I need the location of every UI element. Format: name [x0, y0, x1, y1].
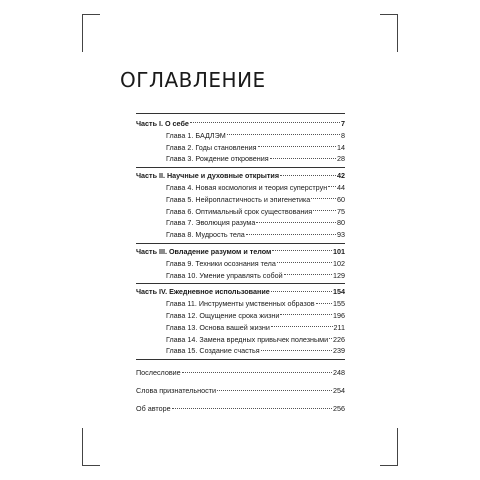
- toc-page-number: 42: [337, 171, 345, 181]
- leader-dots: [329, 337, 332, 339]
- page-title: ОГЛАВЛЕНИЕ: [120, 68, 266, 92]
- toc-page-number: 8: [341, 130, 345, 140]
- leader-dots: [271, 325, 333, 327]
- leader-dots: [172, 407, 332, 409]
- leader-dots: [217, 389, 332, 391]
- toc-chapter-label: Глава 15. Создание счастья: [166, 346, 260, 356]
- crop-mark: [397, 14, 398, 52]
- table-of-contents: [136, 118, 345, 418]
- toc-back-matter-item[interactable]: [136, 364, 345, 382]
- toc-page-number: 93: [337, 230, 345, 240]
- toc-part-label: Часть IV. Ежедневное использование: [136, 287, 270, 297]
- leader-dots: [313, 209, 336, 211]
- toc-chapter[interactable]: [136, 182, 345, 194]
- divider: [136, 113, 345, 114]
- leader-dots: [280, 174, 336, 176]
- toc-part[interactable]: [136, 118, 345, 130]
- toc-page-number: 239: [333, 346, 345, 356]
- leader-dots: [284, 273, 332, 275]
- toc-chapter[interactable]: [136, 334, 345, 346]
- crop-mark: [397, 428, 398, 466]
- toc-chapter[interactable]: [136, 194, 345, 206]
- toc-chapter[interactable]: [136, 258, 345, 270]
- toc-chapter-label: Глава 11. Инструменты умственных образов: [166, 299, 315, 309]
- toc-page-number: 7: [341, 119, 345, 128]
- toc-chapter-label: Глава 8. Мудрость тела: [166, 230, 245, 240]
- toc-chapter-label: Глава 9. Техники осознания тела: [166, 258, 276, 268]
- toc-chapter-label: Глава 4. Новая космология и теория суперструн: [166, 182, 328, 192]
- toc-page-number: 75: [337, 206, 345, 216]
- toc-chapter-label: Глава 10. Умение управлять собой: [166, 270, 283, 280]
- toc-chapter-label: Глава 3. Рождение откровения: [166, 154, 269, 164]
- toc-page-number: 254: [333, 386, 345, 396]
- toc-chapter-label: Глава 14. Замена вредных привычек полезными: [166, 334, 329, 344]
- leader-dots: [258, 145, 337, 147]
- toc-back-matter-item[interactable]: [136, 400, 345, 418]
- toc-chapter-label: Глава 2. Годы становления: [166, 142, 257, 152]
- toc-chapter-label: Глава 5. Нейропластичность и эпигенетика: [166, 194, 311, 204]
- toc-chapter[interactable]: [136, 322, 345, 334]
- leader-dots: [270, 157, 336, 159]
- leader-dots: [182, 371, 332, 373]
- toc-chapter[interactable]: [136, 229, 345, 241]
- crop-mark: [82, 428, 83, 466]
- toc-part-label: Часть I. О себе: [136, 119, 189, 128]
- toc-part[interactable]: [136, 170, 345, 182]
- toc-chapter[interactable]: [136, 345, 345, 357]
- toc-chapter[interactable]: [136, 153, 345, 165]
- toc-page-number: 196: [333, 310, 345, 320]
- leader-dots: [256, 221, 336, 223]
- toc-chapter-label: Глава 7. Эволюция разума: [166, 218, 256, 228]
- toc-chapter-label: Глава 1. БАДЛЭМ: [166, 130, 226, 140]
- crop-mark: [380, 465, 398, 466]
- leader-dots: [246, 233, 336, 235]
- toc-page-number: 248: [333, 368, 345, 378]
- leader-dots: [311, 197, 336, 199]
- leader-dots: [272, 249, 332, 251]
- toc-page-number: 44: [337, 182, 345, 192]
- toc-part-label: Часть III. Овладение разумом и телом: [136, 246, 272, 256]
- leader-dots: [271, 290, 332, 292]
- crop-mark: [380, 14, 398, 15]
- toc-page-number: 256: [333, 404, 345, 414]
- toc-chapter[interactable]: [136, 310, 345, 322]
- leader-dots: [277, 261, 332, 263]
- leader-dots: [227, 133, 340, 135]
- toc-chapter[interactable]: [136, 206, 345, 218]
- toc-page-number: 60: [337, 194, 345, 204]
- leader-dots: [190, 121, 340, 123]
- toc-page-number: 226: [333, 334, 345, 344]
- leader-dots: [261, 349, 332, 351]
- toc-chapter[interactable]: [136, 270, 345, 282]
- toc-page-number: 102: [333, 258, 345, 268]
- toc-page-number: 101: [333, 246, 345, 256]
- toc-page-number: 211: [333, 322, 345, 332]
- toc-chapter[interactable]: [136, 217, 345, 229]
- toc-chapter[interactable]: [136, 130, 345, 142]
- toc-page-number: 14: [337, 142, 345, 152]
- toc-page-number: 155: [333, 299, 345, 309]
- crop-mark: [82, 14, 83, 52]
- toc-chapter[interactable]: [136, 142, 345, 154]
- toc-back-matter-item[interactable]: [136, 382, 345, 400]
- toc-page-number: 154: [333, 287, 345, 297]
- crop-mark: [82, 14, 100, 15]
- leader-dots: [316, 302, 332, 304]
- leader-dots: [328, 185, 336, 187]
- toc-chapter[interactable]: [136, 298, 345, 310]
- toc-part[interactable]: [136, 286, 345, 298]
- toc-chapter-label: Глава 12. Ощущение срока жизни: [166, 310, 280, 320]
- leader-dots: [280, 313, 332, 315]
- crop-mark: [82, 465, 100, 466]
- toc-part[interactable]: [136, 246, 345, 258]
- toc-part-label: Часть II. Научные и духовные открытия: [136, 171, 280, 181]
- toc-back-matter-label: Слова признательности: [136, 386, 216, 396]
- toc-back-matter-label: Послесловие: [136, 368, 181, 378]
- toc-page-number: 129: [333, 270, 345, 280]
- toc-chapter-label: Глава 6. Оптимальный срок существования: [166, 206, 313, 216]
- toc-chapter-label: Глава 13. Основа вашей жизни: [166, 322, 270, 332]
- toc-back-matter-label: Об авторе: [136, 404, 171, 414]
- toc-page-number: 28: [337, 154, 345, 164]
- toc-page-number: 80: [337, 218, 345, 228]
